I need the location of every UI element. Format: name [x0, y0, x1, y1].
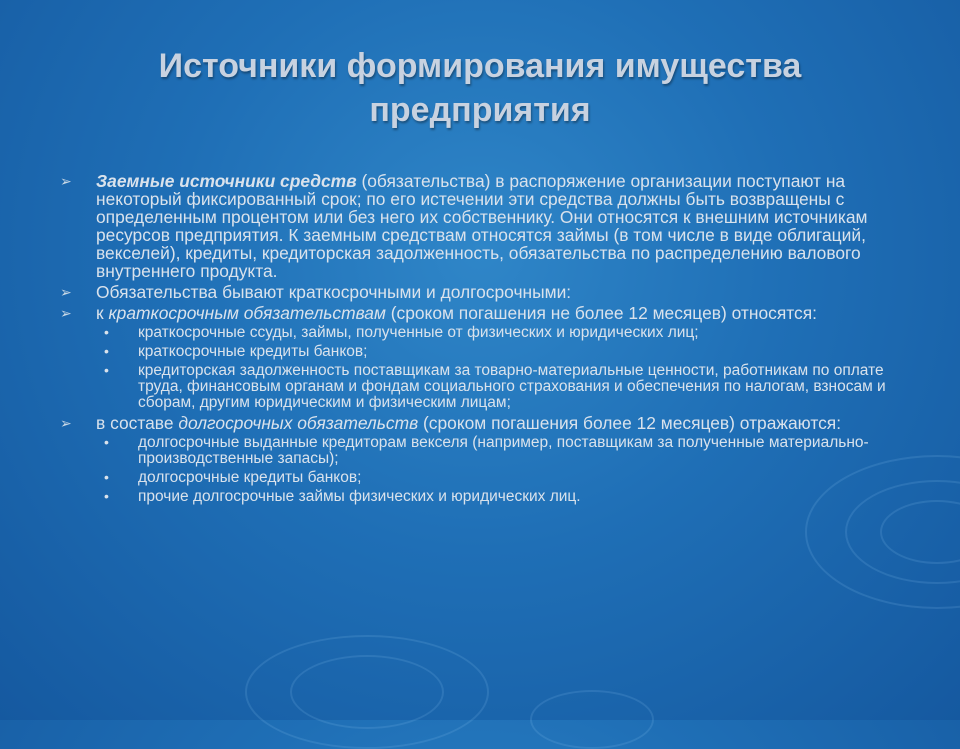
bullet-text-post: (сроком погашения более 12 месяцев) отражаются: [418, 413, 842, 433]
bullet-obligations-types [60, 283, 910, 301]
sub-bullet-text: долгосрочные кредиты банков; [138, 469, 362, 486]
bullet-text-post: (сроком погашения не более 12 месяцев) относятся: [385, 303, 817, 323]
dot-bullet-icon: • [104, 324, 109, 340]
sub-bullet [60, 435, 910, 467]
sub-bullet-text: кредиторская задолженность поставщикам за товарно-материальные ценности, работникам по оплате труда, финансовым органам и фондам социального страхования и обеспечения по налогам, взносам и сборам, другим юридическим и физическим лицам; [138, 362, 886, 411]
sub-bullet [60, 363, 910, 411]
bullet-long-term [60, 414, 910, 432]
arrow-bullet-icon: ➢ [60, 415, 72, 431]
dot-bullet-icon: • [104, 488, 109, 504]
dot-bullet-icon: • [104, 469, 109, 485]
sub-bullet [60, 470, 910, 486]
sub-bullet [60, 344, 910, 360]
sub-bullet-text: долгосрочные выданные кредиторам векселя (например, поставщикам за полученные материально-производственные запасы); [138, 434, 869, 467]
arrow-bullet-icon: ➢ [60, 173, 72, 189]
slide-title-line-2: предприятия [369, 91, 591, 129]
dot-bullet-icon: • [104, 343, 109, 359]
bullet-text: (обязательства) в распоряжение организации поступают на некоторый фиксированный срок; по его истечении эти средства должны быть возвращены с определенным процентом или без него их собственнику. Они относятся к внешним источникам ресурсов предприятия. К заемным средствам относятся займы (в том числе в виде облигаций, векселей), кредиты, кредиторская задолженность, обязательства по распределению валового внутреннего продукта. [96, 171, 868, 281]
arrow-bullet-icon: ➢ [60, 305, 72, 321]
bullet-italic-term: краткосрочным обязательствам [108, 303, 386, 323]
sub-bullet [60, 325, 910, 341]
sub-bullet-text: краткосрочные кредиты банков; [138, 343, 368, 360]
bullet-borrowed-sources [60, 172, 910, 280]
sub-bullet-text: краткосрочные ссуды, займы, полученные от физических и юридических лиц; [138, 324, 699, 341]
bullet-text-pre: в составе [96, 413, 179, 433]
bullet-text: Обязательства бывают краткосрочными и долгосрочными: [96, 282, 572, 302]
dot-bullet-icon: • [104, 362, 109, 378]
sub-bullet-text: прочие долгосрочные займы физических и юридических лиц. [138, 488, 581, 505]
ripple-decoration [245, 635, 489, 749]
ripple-decoration [290, 655, 444, 729]
slide-title [40, 44, 920, 132]
sub-bullet [60, 489, 910, 505]
bullet-short-term [60, 304, 910, 322]
bullet-lead-term: Заемные источники средств [96, 171, 357, 191]
ripple-decoration [880, 500, 960, 564]
dot-bullet-icon: • [104, 434, 109, 450]
bullet-italic-term: долгосрочных обязательств [178, 413, 419, 433]
arrow-bullet-icon: ➢ [60, 284, 72, 300]
slide-title-line-1: Источники формирования имущества [158, 47, 802, 85]
bullet-text-pre: к [96, 303, 109, 323]
slide-body [60, 172, 910, 508]
